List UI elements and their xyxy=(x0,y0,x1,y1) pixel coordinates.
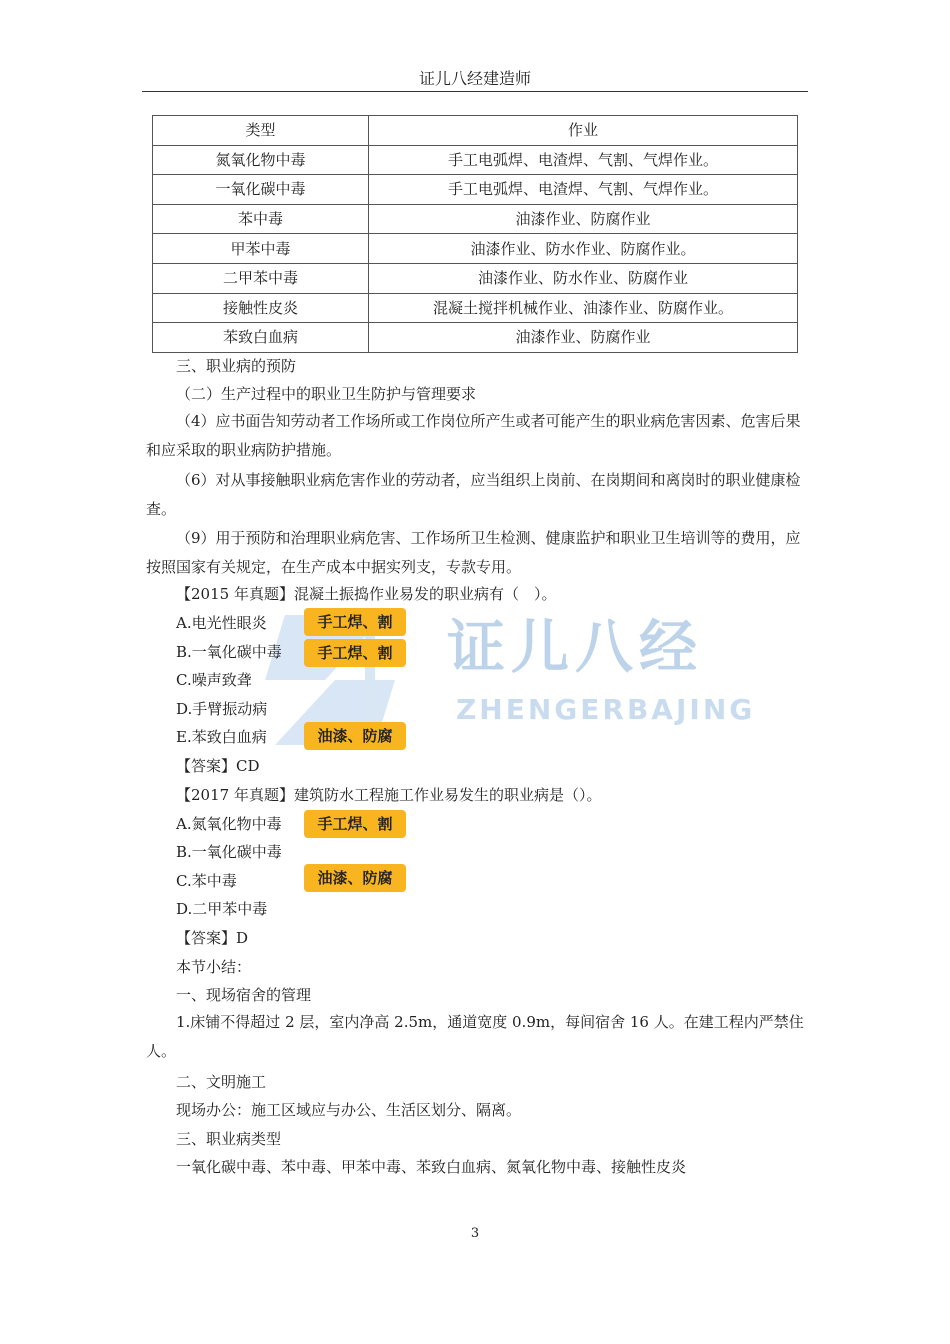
highlight-tag: 手工焊、割 xyxy=(304,608,406,636)
table-cell: 油漆作业、防腐作业 xyxy=(369,204,798,234)
section-heading: 三、职业病类型 xyxy=(176,1130,282,1148)
paragraph: 1.床铺不得超过 2 层，室内净高 2.5m，通道宽度 0.9m，每间宿舍 16 人。在建工程内严禁住人。 xyxy=(146,1013,804,1060)
table-cell: 二甲苯中毒 xyxy=(153,263,369,293)
page-header-title: 证儿八经建造师 xyxy=(418,69,531,88)
table-header-row xyxy=(153,116,798,146)
answer-option: B.一氧化碳中毒 xyxy=(176,643,282,661)
answer-option: A.氮氧化物中毒 xyxy=(176,815,282,833)
table-header-cell: 类型 xyxy=(153,116,369,146)
section-heading: 一、现场宿舍的管理 xyxy=(176,986,312,1004)
table-header-cell: 作业 xyxy=(369,116,798,146)
section-heading: 二、文明施工 xyxy=(176,1073,267,1091)
table-row xyxy=(153,204,798,234)
table-row xyxy=(153,323,798,353)
section-subheading: （二）生产过程中的职业卫生防护与管理要求 xyxy=(176,385,477,403)
answer-option: E.苯致白血病 xyxy=(176,728,267,746)
answer-option: D.二甲苯中毒 xyxy=(176,900,268,918)
answer-option: A.电光性眼炎 xyxy=(176,614,267,632)
table-row xyxy=(153,293,798,323)
occupational-disease-table xyxy=(152,115,798,353)
paragraph: 一氧化碳中毒、苯中毒、甲苯中毒、苯致白血病、氮氧化物中毒、接触性皮炎 xyxy=(176,1158,687,1176)
answer-option: B.一氧化碳中毒 xyxy=(176,843,282,861)
answer-option: C.噪声致聋 xyxy=(176,671,252,689)
table-cell: 油漆作业、防水作业、防腐作业 xyxy=(369,263,798,293)
table-cell: 一氧化碳中毒 xyxy=(153,175,369,205)
answer-text: 【答案】D xyxy=(176,929,249,947)
section-heading: 三、职业病的预防 xyxy=(176,357,297,375)
watermark-subtext: ZHENGERBAJING xyxy=(456,693,756,726)
highlight-tag: 手工焊、割 xyxy=(304,810,406,838)
answer-text: 【答案】CD xyxy=(176,757,260,775)
table-cell: 苯致白血病 xyxy=(153,323,369,353)
table-cell: 苯中毒 xyxy=(153,204,369,234)
answer-option: D.手臂振动病 xyxy=(176,700,268,718)
table-cell: 手工电弧焊、电渣焊、气割、气焊作业。 xyxy=(369,145,798,175)
highlight-tag: 油漆、防腐 xyxy=(304,864,406,892)
header-divider xyxy=(142,91,808,92)
table-cell: 混凝土搅拌机械作业、油漆作业、防腐作业。 xyxy=(369,293,798,323)
table-row xyxy=(153,234,798,264)
table-cell: 油漆作业、防水作业、防腐作业。 xyxy=(369,234,798,264)
answer-option: C.苯中毒 xyxy=(176,872,237,890)
watermark-text: 证儿八经 xyxy=(447,613,704,681)
paragraph: （6）对从事接触职业病危害作业的劳动者，应当组织上岗前、在岗期间和离岗时的职业健康检查。 xyxy=(146,471,801,518)
table-cell: 手工电弧焊、电渣焊、气割、气焊作业。 xyxy=(369,175,798,205)
page-number: 3 xyxy=(470,1226,480,1241)
table-cell: 接触性皮炎 xyxy=(153,293,369,323)
table-row xyxy=(153,263,798,293)
table-row xyxy=(153,175,798,205)
question-text: 【2015 年真题】混凝土振捣作业易发的职业病有（ ）。 xyxy=(176,585,557,603)
question-text: 【2017 年真题】建筑防水工程施工作业易发生的职业病是（）。 xyxy=(176,786,602,804)
highlight-tag: 手工焊、割 xyxy=(304,639,406,667)
paragraph: （4）应书面告知劳动者工作场所或工作岗位所产生或者可能产生的职业病危害因素、危害后果和应采取的职业病防护措施。 xyxy=(146,412,801,459)
paragraph: （9）用于预防和治理职业病危害、工作场所卫生检测、健康监护和职业卫生培训等的费用，应按照国家有关规定，在生产成本中据实列支，专款专用。 xyxy=(146,529,801,576)
table-cell: 油漆作业、防腐作业 xyxy=(369,323,798,353)
table-row xyxy=(153,145,798,175)
summary-heading: 本节小结： xyxy=(176,958,252,976)
table-cell: 氮氧化物中毒 xyxy=(153,145,369,175)
table-cell: 甲苯中毒 xyxy=(153,234,369,264)
highlight-tag: 油漆、防腐 xyxy=(304,722,406,750)
paragraph: 现场办公：施工区域应与办公、生活区划分、隔离。 xyxy=(176,1101,522,1119)
